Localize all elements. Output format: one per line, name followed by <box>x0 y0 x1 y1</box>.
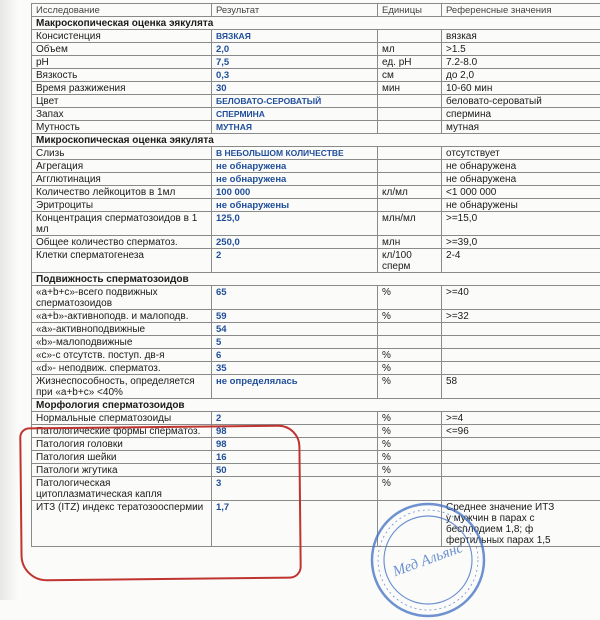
row-units: % <box>378 362 442 375</box>
row-result: 100 000 <box>212 186 378 199</box>
itz-result: 1,7 <box>212 501 378 547</box>
row-name: «c»-с отсутств. поступ. дв-я <box>32 349 212 362</box>
itz-note <box>442 501 600 547</box>
table-row <box>32 477 600 501</box>
row-units <box>378 108 442 121</box>
table-header-row <box>32 4 600 17</box>
row-result: не обнаружена <box>212 160 378 173</box>
row-reference: >=40 <box>442 286 600 310</box>
row-reference: до 2,0 <box>442 69 600 82</box>
row-result: 35 <box>212 362 378 375</box>
row-name: Патология головки <box>32 438 212 451</box>
row-result: 50 <box>212 464 378 477</box>
row-units: см <box>378 69 442 82</box>
row-name: Патологи жгутика <box>32 464 212 477</box>
table-row <box>32 451 600 464</box>
row-name: «d»- неподвиж. сперматоз. <box>32 362 212 375</box>
row-name: Жизнеспособность, определяется при «a+b+c» <40% <box>32 375 212 399</box>
row-reference <box>442 464 600 477</box>
table-row <box>32 323 600 336</box>
row-name: Патология шейки <box>32 451 212 464</box>
table-row <box>32 43 600 56</box>
row-name: Эритроциты <box>32 199 212 212</box>
row-reference: 2-4 <box>442 249 600 273</box>
itz-note-line: у мужчин в парах с <box>446 513 596 524</box>
row-reference: >=39,0 <box>442 236 600 249</box>
row-result: 0,3 <box>212 69 378 82</box>
row-reference: <=96 <box>442 425 600 438</box>
table-row <box>32 82 600 95</box>
itz-name: ИТЗ (ITZ) индекс тератозооспермии <box>32 501 212 547</box>
itz-note-line: Среднее значение ИТЗ <box>446 502 596 513</box>
table-row <box>32 160 600 173</box>
row-units <box>378 336 442 349</box>
row-units: % <box>378 310 442 323</box>
row-reference: не обнаружена <box>442 160 600 173</box>
row-name: Патологические формы сперматоз. <box>32 425 212 438</box>
table-row <box>32 336 600 349</box>
row-name: Вязкость <box>32 69 212 82</box>
morphology-rows <box>32 412 600 501</box>
row-units: кл/100 сперм <box>378 249 442 273</box>
table-row <box>32 438 600 451</box>
row-reference: вязкая <box>442 30 600 43</box>
row-name: Цвет <box>32 95 212 108</box>
row-result: 2,0 <box>212 43 378 56</box>
row-result: МУТНАЯ <box>212 121 378 134</box>
row-name: Запах <box>32 108 212 121</box>
row-name: pH <box>32 56 212 69</box>
row-name: Консистенция <box>32 30 212 43</box>
table-row <box>32 108 600 121</box>
itz-units <box>378 501 442 547</box>
row-reference <box>442 323 600 336</box>
row-name: Объем <box>32 43 212 56</box>
table-row <box>32 147 600 160</box>
row-units: % <box>378 477 442 501</box>
row-result: 59 <box>212 310 378 323</box>
table-row <box>32 186 600 199</box>
row-units <box>378 95 442 108</box>
row-reference: <1 000 000 <box>442 186 600 199</box>
row-name: Слизь <box>32 147 212 160</box>
row-units: мин <box>378 82 442 95</box>
row-units: % <box>378 438 442 451</box>
row-reference: 7.2-8.0 <box>442 56 600 69</box>
itz-note-line: бесплодием 1,8; ф <box>446 524 596 535</box>
row-units: млн/мл <box>378 212 442 236</box>
row-name: Нормальные сперматозоиды <box>32 412 212 425</box>
itz-note-line: фертильных парах 1,5 <box>446 535 596 546</box>
row-result: В НЕБОЛЬШОМ КОЛИЧЕСТВЕ <box>212 147 378 160</box>
row-name: Концентрация сперматозоидов в 1 мл <box>32 212 212 236</box>
row-units: % <box>378 286 442 310</box>
section-row <box>32 17 600 30</box>
table-row <box>32 375 600 399</box>
row-result: 250,0 <box>212 236 378 249</box>
row-result: 65 <box>212 286 378 310</box>
row-result: СПЕРМИНА <box>212 108 378 121</box>
header-reference: Референсные значения <box>442 4 600 17</box>
row-units <box>378 199 442 212</box>
table-row <box>32 69 600 82</box>
row-result: БЕЛОВАТО-СЕРОВАТЫЙ <box>212 95 378 108</box>
row-units: % <box>378 451 442 464</box>
row-result: 7,5 <box>212 56 378 69</box>
row-name: «a+b»-активноподв. и малоподв. <box>32 310 212 323</box>
section-title-morphology: Морфология сперматозоидов <box>32 399 600 412</box>
table-row <box>32 236 600 249</box>
table-row <box>32 286 600 310</box>
section-row <box>32 399 600 412</box>
row-name: Патологическая цитоплазматическая капля <box>32 477 212 501</box>
row-name: Мутность <box>32 121 212 134</box>
row-reference: мутная <box>442 121 600 134</box>
table-row <box>32 173 600 186</box>
table-row <box>32 56 600 69</box>
row-name: Клетки сперматогенеза <box>32 249 212 273</box>
micro-rows <box>32 147 600 273</box>
row-reference: беловато-сероватый <box>442 95 600 108</box>
section-row <box>32 134 600 147</box>
itz-row <box>32 501 600 547</box>
stamp-text: Мед Альянс <box>390 540 466 581</box>
row-units <box>378 121 442 134</box>
row-units: % <box>378 349 442 362</box>
table-row <box>32 199 600 212</box>
row-name: Время разжижения <box>32 82 212 95</box>
row-reference <box>442 349 600 362</box>
row-units: кл/мл <box>378 186 442 199</box>
row-name: Общее количество сперматоз. <box>32 236 212 249</box>
row-reference <box>442 477 600 501</box>
row-reference: >1.5 <box>442 43 600 56</box>
table-row <box>32 30 600 43</box>
row-reference <box>442 451 600 464</box>
row-result: 3 <box>212 477 378 501</box>
row-result: 6 <box>212 349 378 362</box>
row-units: % <box>378 425 442 438</box>
row-reference <box>442 336 600 349</box>
row-result: 30 <box>212 82 378 95</box>
motility-rows <box>32 286 600 399</box>
row-name: «a»-активноподвижные <box>32 323 212 336</box>
row-reference: >=4 <box>442 412 600 425</box>
row-units <box>378 30 442 43</box>
page-shadow-edge <box>0 0 18 600</box>
row-reference: 58 <box>442 375 600 399</box>
row-name: Количество лейкоцитов в 1мл <box>32 186 212 199</box>
row-result: 98 <box>212 425 378 438</box>
table-row <box>32 310 600 323</box>
row-result: 2 <box>212 249 378 273</box>
row-units <box>378 160 442 173</box>
section-row <box>32 273 600 286</box>
macro-rows <box>32 30 600 134</box>
row-result: не обнаружена <box>212 173 378 186</box>
row-result: 2 <box>212 412 378 425</box>
row-units: ед. pH <box>378 56 442 69</box>
row-name: Агрегация <box>32 160 212 173</box>
row-result: ВЯЗКАЯ <box>212 30 378 43</box>
row-name: Агглютинация <box>32 173 212 186</box>
section-title-macro: Макроскопическая оценка эякулята <box>32 17 600 30</box>
semen-analysis-sheet <box>31 3 600 547</box>
row-units: % <box>378 464 442 477</box>
row-result: 16 <box>212 451 378 464</box>
row-result: 54 <box>212 323 378 336</box>
table-row <box>32 121 600 134</box>
table-row <box>32 412 600 425</box>
table-row <box>32 95 600 108</box>
row-units: млн <box>378 236 442 249</box>
row-reference: >=32 <box>442 310 600 323</box>
table-row <box>32 425 600 438</box>
row-reference: >=15,0 <box>442 212 600 236</box>
row-reference: не обнаружены <box>442 199 600 212</box>
table-row <box>32 464 600 477</box>
row-reference <box>442 438 600 451</box>
row-reference: не обнаружена <box>442 173 600 186</box>
row-result: не определялась <box>212 375 378 399</box>
table-row <box>32 349 600 362</box>
row-reference: отсутствует <box>442 147 600 160</box>
header-test: Исследование <box>32 4 212 17</box>
table-row <box>32 212 600 236</box>
header-units: Единицы <box>378 4 442 17</box>
header-result: Результат <box>212 4 378 17</box>
row-name: «a+b+c»-всего подвижных сперматозоидов <box>32 286 212 310</box>
results-table <box>31 3 600 547</box>
section-title-motility: Подвижность сперматозоидов <box>32 273 600 286</box>
row-reference <box>442 362 600 375</box>
row-units <box>378 147 442 160</box>
row-units <box>378 323 442 336</box>
row-result: 98 <box>212 438 378 451</box>
row-reference: 10-60 мин <box>442 82 600 95</box>
table-row <box>32 362 600 375</box>
row-units: мл <box>378 43 442 56</box>
row-result: 125,0 <box>212 212 378 236</box>
row-reference: спермина <box>442 108 600 121</box>
row-units <box>378 173 442 186</box>
table-row <box>32 249 600 273</box>
row-units: % <box>378 375 442 399</box>
section-title-micro: Микроскопическая оценка эякулята <box>32 134 600 147</box>
row-name: «b»-малоподвижные <box>32 336 212 349</box>
row-result: 5 <box>212 336 378 349</box>
row-result: не обнаружены <box>212 199 378 212</box>
row-units: % <box>378 412 442 425</box>
